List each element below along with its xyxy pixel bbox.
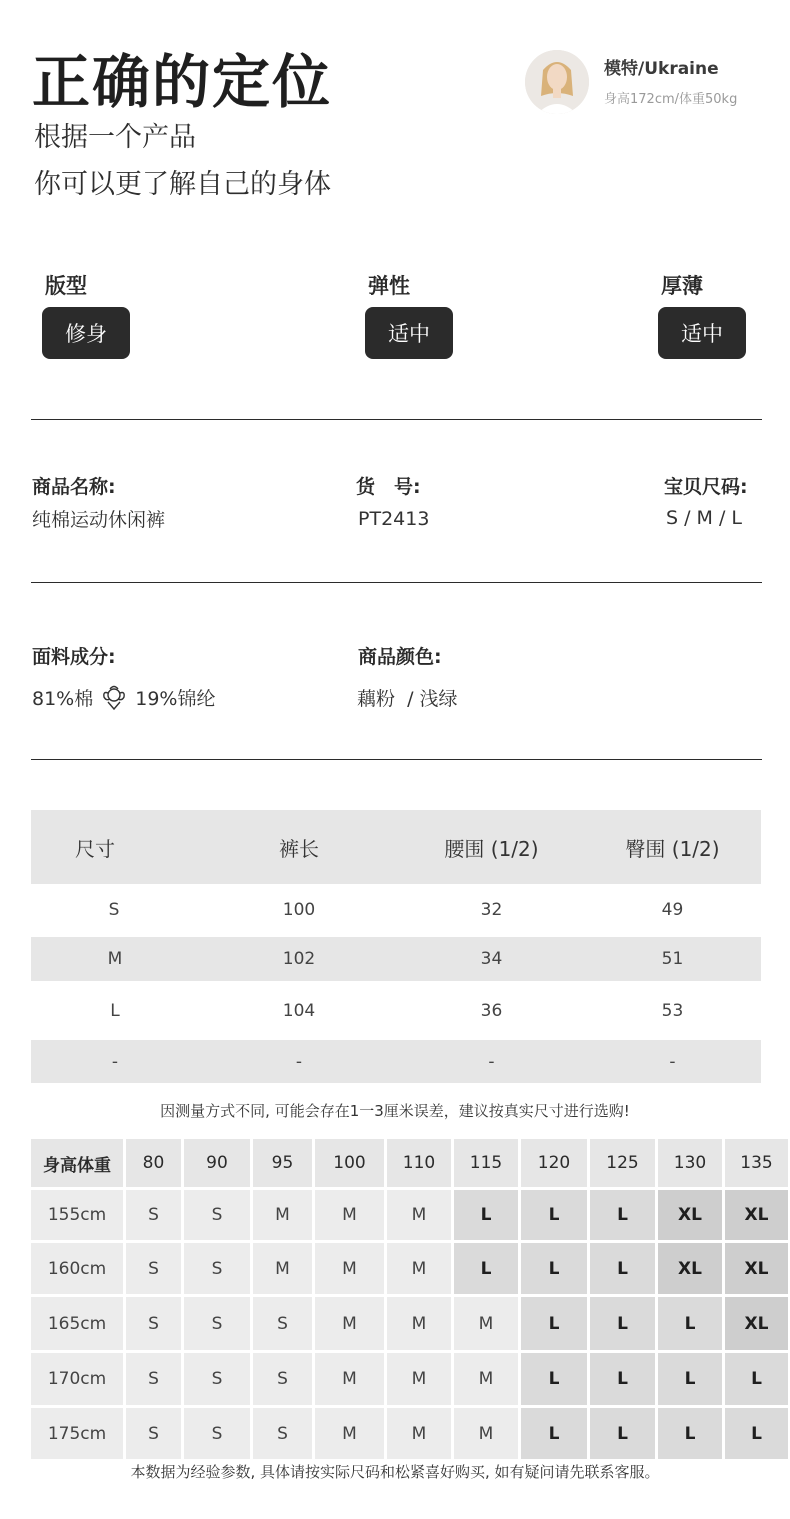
divider	[31, 759, 762, 760]
size-cell: S	[184, 1297, 250, 1350]
size-cell: L	[454, 1243, 518, 1294]
attr-elasticity-label: 弹性	[368, 274, 410, 298]
size-cell: S	[126, 1243, 181, 1294]
size-cell: M	[387, 1190, 451, 1240]
size-cell: S	[184, 1243, 250, 1294]
table-cell: 104	[282, 1000, 316, 1021]
table-row	[31, 884, 761, 936]
measurement-note: 因测量方式不同, 可能会存在1一3厘米误差，建议按真实尺寸进行选购!	[160, 1102, 630, 1120]
subtitle-line-1: 根据一个产品	[34, 122, 196, 153]
table-cell: 102	[282, 949, 316, 969]
fabric-label: 面料成分:	[32, 646, 116, 668]
weight-header: 135	[725, 1139, 788, 1187]
size-cell: M	[387, 1243, 451, 1294]
table-cell: -	[295, 1051, 303, 1072]
size-cell: M	[315, 1408, 384, 1459]
weight-header: 110	[387, 1139, 451, 1187]
sku-label: 货 号:	[356, 476, 421, 498]
size-cell: XL	[658, 1243, 722, 1294]
size-cell: S	[253, 1353, 312, 1405]
size-cell: S	[253, 1408, 312, 1459]
table-row	[31, 937, 761, 981]
grid-corner-label: 身高体重	[31, 1139, 123, 1187]
size-cell: L	[590, 1190, 655, 1240]
color-label: 商品颜色:	[358, 646, 442, 668]
attr-fit-label: 版型	[45, 274, 87, 298]
size-cell: M	[454, 1353, 518, 1405]
size-range-label: 宝贝尺码:	[664, 476, 748, 498]
table-cell: 32	[480, 900, 503, 920]
size-cell: S	[126, 1408, 181, 1459]
size-cell: L	[725, 1353, 788, 1405]
size-cell: S	[126, 1297, 181, 1350]
size-cell: M	[315, 1353, 384, 1405]
footer-note: 本数据为经验参数, 具体请按实际尺码和松紧喜好购买, 如有疑问请先联系客服。	[130, 1463, 660, 1481]
table-cell: S	[108, 900, 120, 920]
weight-header: 80	[126, 1139, 181, 1187]
product-name-value: 纯棉运动休闲裤	[32, 509, 166, 531]
weight-header: 130	[658, 1139, 722, 1187]
size-cell: L	[658, 1297, 722, 1350]
size-range-value: S / M / L	[666, 507, 742, 529]
page-title: 正确的定位	[32, 48, 333, 116]
size-cell: L	[521, 1190, 587, 1240]
model-avatar	[525, 50, 589, 114]
size-cell: M	[387, 1297, 451, 1350]
size-cell: M	[454, 1297, 518, 1350]
table-cell: -	[488, 1051, 495, 1072]
size-cell: S	[126, 1353, 181, 1405]
size-cell: S	[184, 1190, 250, 1240]
size-table	[31, 810, 761, 1083]
size-cell: L	[521, 1243, 587, 1294]
size-cell: L	[590, 1243, 655, 1294]
attr-elasticity-pill: 适中	[365, 307, 453, 359]
table-cell: L	[110, 1000, 120, 1021]
size-cell: S	[184, 1408, 250, 1459]
size-cell: XL	[725, 1190, 788, 1240]
table-cell: M	[107, 949, 123, 969]
size-cell: L	[521, 1297, 587, 1350]
table-row	[31, 981, 761, 1040]
size-cell: M	[387, 1408, 451, 1459]
size-cell: L	[658, 1353, 722, 1405]
weight-header: 120	[521, 1139, 587, 1187]
model-name: 模特/Ukraine	[604, 59, 719, 79]
table-cell: 34	[480, 949, 503, 969]
table-cell: -	[111, 1051, 119, 1072]
table-cell: 53	[661, 1000, 684, 1021]
size-cell: M	[387, 1353, 451, 1405]
height-label: 160cm	[31, 1243, 123, 1294]
size-cell: L	[725, 1408, 788, 1459]
sku-value: PT2413	[358, 508, 430, 530]
table-cell: 100	[282, 900, 316, 920]
size-cell: M	[454, 1408, 518, 1459]
table-cell: 51	[661, 949, 684, 969]
size-cell: L	[521, 1408, 587, 1459]
size-cell: M	[253, 1190, 312, 1240]
size-cell: M	[315, 1243, 384, 1294]
height-label: 170cm	[31, 1353, 123, 1405]
attr-fit-pill: 修身	[42, 307, 130, 359]
table-row	[31, 1040, 761, 1083]
size-table-header	[31, 810, 761, 884]
attr-thickness-pill: 适中	[658, 307, 746, 359]
size-cell: L	[590, 1297, 655, 1350]
table-cell: 36	[480, 1000, 503, 1021]
size-cell: L	[454, 1190, 518, 1240]
fabric-nylon: 19%锦纶	[135, 687, 216, 710]
size-cell: L	[590, 1353, 655, 1405]
height-label: 175cm	[31, 1408, 123, 1459]
size-cell: XL	[725, 1297, 788, 1350]
size-cell: S	[126, 1190, 181, 1240]
size-cell: M	[315, 1297, 384, 1350]
color-value: 藕粉 / 浅绿	[357, 688, 458, 710]
fabric-cotton: 81%棉	[32, 687, 94, 710]
size-cell: L	[590, 1408, 655, 1459]
size-recommendation-grid	[31, 1139, 773, 1459]
cotton-icon	[99, 683, 129, 711]
model-stats: 身高172cm/体重50kg	[604, 92, 738, 107]
size-cell: S	[253, 1297, 312, 1350]
attr-thickness-label: 厚薄	[661, 274, 703, 298]
size-cell: S	[184, 1353, 250, 1405]
header-length: 裤长	[279, 836, 319, 861]
header-hip: 臀围 (1/2)	[625, 836, 720, 861]
weight-header: 100	[315, 1139, 384, 1187]
fabric-composition	[32, 683, 215, 711]
size-cell: L	[658, 1408, 722, 1459]
header-size: 尺寸	[75, 836, 115, 861]
weight-header: 90	[184, 1139, 250, 1187]
divider	[31, 419, 762, 420]
size-cell: L	[521, 1353, 587, 1405]
weight-header: 115	[454, 1139, 518, 1187]
size-cell: M	[315, 1190, 384, 1240]
height-label: 165cm	[31, 1297, 123, 1350]
size-cell: M	[253, 1243, 312, 1294]
weight-header: 125	[590, 1139, 655, 1187]
subtitle-line-2: 你可以更了解自己的身体	[34, 169, 331, 200]
divider	[31, 582, 762, 583]
weight-header: 95	[253, 1139, 312, 1187]
table-cell: 49	[661, 900, 684, 920]
product-name-label: 商品名称:	[32, 476, 116, 498]
size-cell: XL	[658, 1190, 722, 1240]
table-cell: -	[669, 1051, 676, 1072]
height-label: 155cm	[31, 1190, 123, 1240]
size-cell: XL	[725, 1243, 788, 1294]
header-waist: 腰围 (1/2)	[444, 836, 539, 861]
